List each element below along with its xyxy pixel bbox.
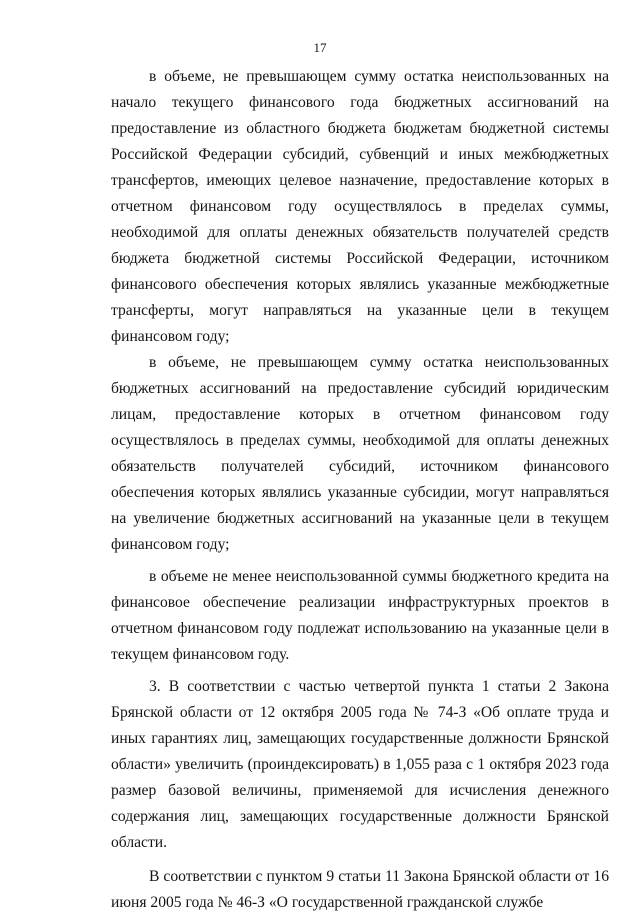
paragraph-legal-entity-subsidies: в объеме, не превышающем сумму остатка неиспользованных бюджетных ассигнований на предоставление субсидий юридическим лицам, предоставление которых в отчетном финансовом году осуществлялось в пределах суммы, необходимой для оплаты денежных обязательств получателей субсидий, источником финансового обеспечения которых являлись указанные субсидии, могут направляться на увеличение бюджетных ассигнований на указанные цели в текущем финансовом году;: [111, 354, 609, 553]
paragraph-intergovernmental-transfers: в объеме, не превышающем сумму остатка неиспользованных на начало текущего финансового года бюджетных ассигнований на предоставление из областного бюджета бюджетам бюджетной системы Российской Федерации субсидий, субвенций и иных межбюджетных трансфертов, имеющих целевое назначение, предоставление которых в отчетном финансовом году осуществлялось в пределах суммы, необходимой для оплаты денежных обязательств получателей средств бюджета бюджетной системы Российской Федерации, источником финансового обеспечения которых являлись указанные межбюджетные трансферты, могут направляться на указанные цели в текущем финансовом году;: [111, 68, 609, 345]
document-body: [111, 64, 609, 916]
paragraph-infrastructure-credit: в объеме не менее неиспользованной суммы бюджетного кредита на финансовое обеспечение реализации инфраструктурных проектов в отчетном финансовом году подлежат использованию на указанные цели в текущем финансовом году.: [111, 568, 609, 663]
paragraph-item-3-salary-indexation: 3. В соответствии с частью четвертой пункта 1 статьи 2 Закона Брянской области от 12 октября 2005 года № 74-З «Об оплате труда и иных гарантиях лиц, замещающих государственные должности Брянской области» увеличить (проиндексировать) в 1,055 раза с 1 октября 2023 года размер базовой величины, применяемой для исчисления денежного содержания лиц, замещающих государственные должности Брянской области.: [111, 678, 609, 851]
paragraph-civil-service-law: В соответствии с пунктом 9 статьи 11 Закона Брянской области от 16 июня 2005 года № 46-З «О государственной гражданской службе: [111, 868, 609, 911]
page-number: 17: [313, 40, 327, 55]
